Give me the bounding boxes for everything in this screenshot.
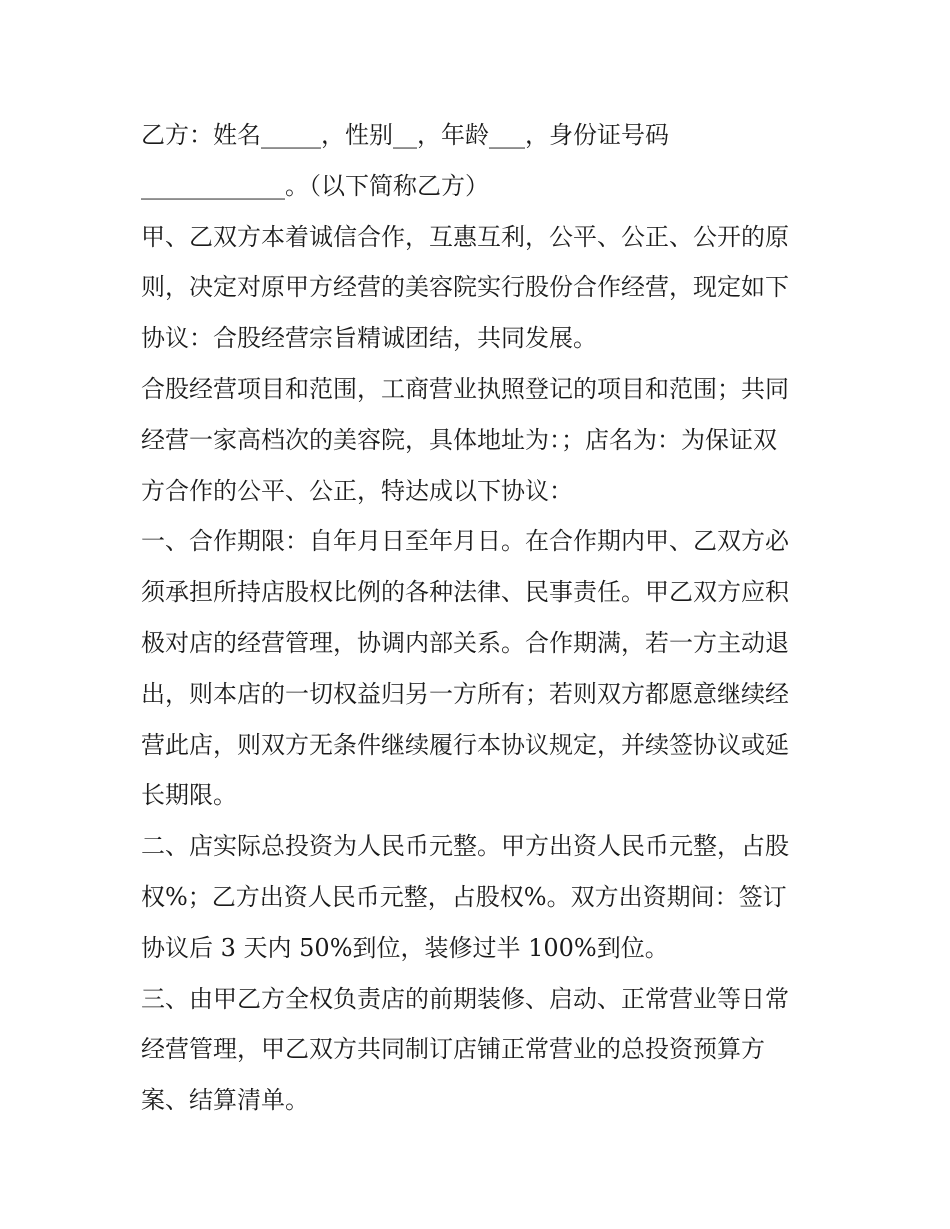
text-line: 出，则本店的一切权益归另一方所有；若则双方都愿意继续经 [141, 679, 789, 708]
text-line: 合股经营项目和范围，工商营业执照登记的项目和范围；共同 [141, 374, 789, 403]
text-line: 三、由甲乙方全权负责店的前期装修、启动、正常营业等日常 [141, 984, 789, 1013]
text-line: 协议后 3 天内 50%到位，装修过半 100%到位。 [141, 933, 669, 962]
text-line: 案、结算清单。 [141, 1086, 309, 1115]
paragraph-party-b [141, 110, 813, 212]
text-line: 协议：合股经营宗旨精诚团结，共同发展。 [141, 324, 597, 353]
text-line: 二、店实际总投资为人民币元整。甲方出资人民币元整，占股 [141, 832, 789, 861]
paragraph-clause-2 [141, 821, 813, 973]
paragraph-scope [141, 364, 813, 516]
text-line: 营此店，则双方无条件继续履行本协议规定，并续签协议或延 [141, 730, 789, 759]
text-line: 经营管理，甲乙双方共同制订店铺正常营业的总投资预算方 [141, 1035, 765, 1064]
text-line: 权%；乙方出资人民币元整，占股权%。双方出资期间：签订 [141, 882, 787, 911]
paragraph-clause-3 [141, 974, 813, 1126]
text-line: ____________。（以下简称乙方） [141, 171, 489, 200]
text-line: 长期限。 [141, 781, 237, 810]
text-line: 一、合作期限：自年月日至年月日。在合作期内甲、乙双方必 [141, 527, 789, 556]
paragraph-intro [141, 212, 813, 364]
text-line: 甲、乙双方本着诚信合作，互惠互利，公平、公正、公开的原 [141, 222, 789, 251]
text-line: 则，决定对原甲方经营的美容院实行股份合作经营，现定如下 [141, 273, 789, 302]
text-line: 方合作的公平、公正，特达成以下协议： [141, 476, 573, 505]
text-line: 经营一家高档次的美容院，具体地址为：；店名为：为保证双 [141, 425, 777, 454]
text-line: 极对店的经营管理，协调内部关系。合作期满，若一方主动退 [141, 628, 789, 657]
contract-body [141, 110, 813, 1126]
paragraph-clause-1 [141, 516, 813, 821]
text-line: 须承担所持店股权比例的各种法律、民事责任。甲乙双方应积 [141, 578, 789, 607]
text-line: 乙方：姓名_____，性别__，年龄___，身份证号码 [141, 121, 669, 149]
